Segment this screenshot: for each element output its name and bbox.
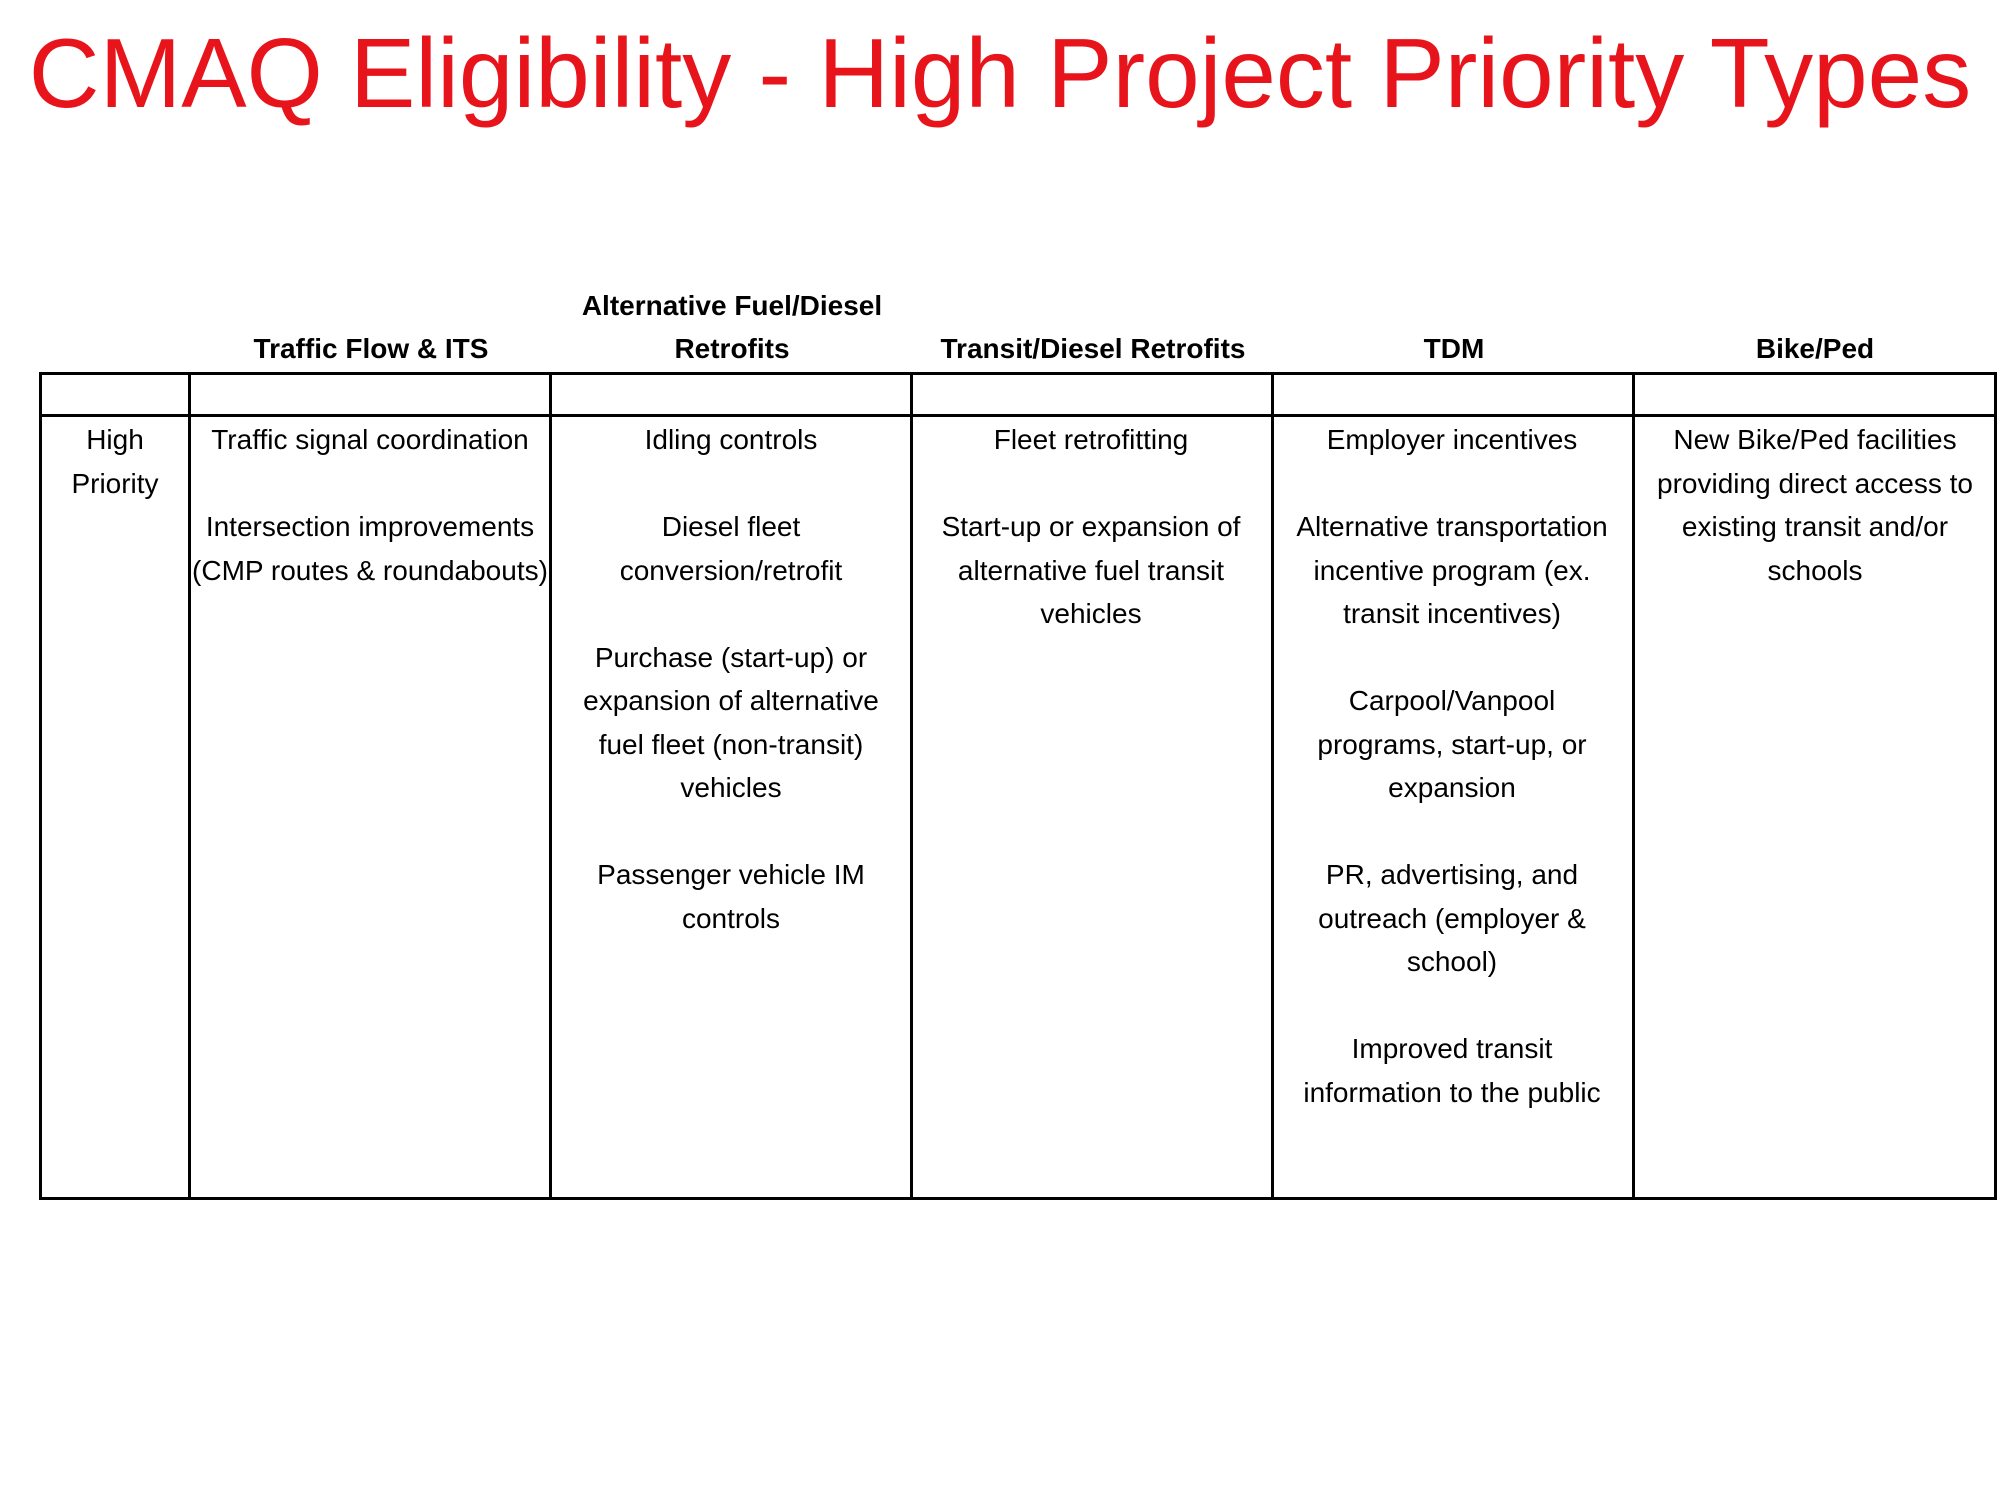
table-header-row: [0, 280, 2000, 370]
list-item: Start-up or expansion of alternative fuel transit vehicles: [941, 511, 1241, 629]
list-item: Passenger vehicle IM controls: [597, 859, 865, 934]
table-header-divider: [39, 414, 1997, 417]
list-item: Intersection improvements (CMP routes & roundabouts): [192, 511, 548, 586]
table-bottom-border: [39, 1197, 1997, 1200]
bike-ped-cell: [1640, 418, 1990, 592]
list-item: Improved transit information to the public: [1303, 1033, 1601, 1108]
page-title: CMAQ Eligibility - High Project Priority Types: [28, 18, 1972, 128]
traffic-flow-cell: [191, 418, 549, 592]
list-item: Purchase (start-up) or expansion of alternative fuel fleet (non-transit) vehicles: [583, 641, 879, 803]
list-item: Carpool/Vanpool programs, start-up, or expansion: [1317, 685, 1587, 803]
column-header-tdm: TDM: [1423, 333, 1485, 364]
table-divider: [1271, 372, 1274, 1200]
column-header-bike-ped: Bike/Ped: [1755, 333, 1875, 364]
list-item: Fleet retrofitting: [993, 424, 1189, 455]
list-item: PR, advertising, and outreach (employer & school): [1318, 859, 1586, 977]
row-label-high-priority: High Priority: [71, 424, 159, 499]
table-border-right: [1994, 372, 1997, 1200]
transit-cell: [924, 418, 1258, 636]
list-item: Employer incentives: [1326, 424, 1578, 455]
list-item: Diesel fleet conversion/retrofit: [619, 511, 843, 586]
table-divider: [910, 372, 913, 1200]
alternative-fuel-cell: [564, 418, 898, 940]
column-header-alternative-fuel: Alternative Fuel/Diesel Retrofits: [581, 290, 883, 364]
list-item: Alternative transportation incentive program (ex. transit incentives): [1296, 511, 1608, 629]
row-label-cell: [42, 418, 188, 505]
table-divider: [549, 372, 552, 1200]
list-item: Traffic signal coordination: [211, 424, 529, 455]
list-item: New Bike/Ped facilities providing direct access to existing transit and/or schools: [1657, 424, 1973, 586]
table-top-border: [39, 372, 1997, 375]
table-divider: [1632, 372, 1635, 1200]
column-header-transit: Transit/Diesel Retrofits: [940, 333, 1246, 364]
list-item: Idling controls: [644, 424, 818, 455]
column-header-traffic-flow: Traffic Flow & ITS: [253, 333, 489, 364]
tdm-cell: [1284, 418, 1620, 1114]
